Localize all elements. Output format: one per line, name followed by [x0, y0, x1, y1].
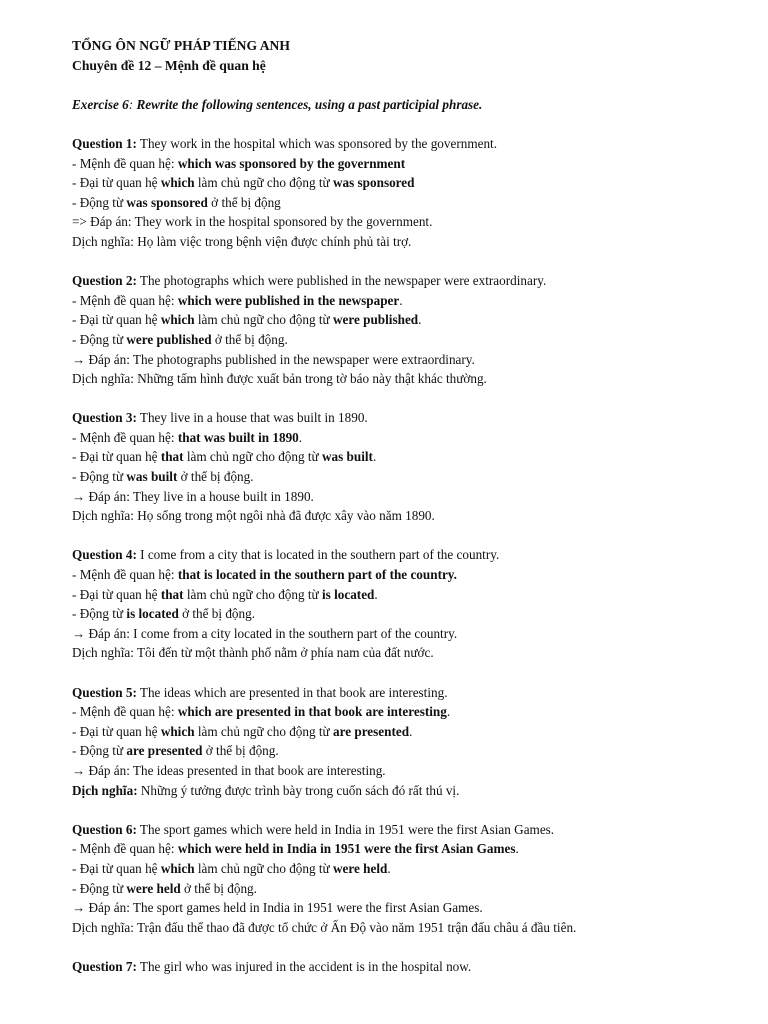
verb-line: - Động từ were published ở thể bị động. — [72, 331, 288, 347]
document-subtitle: Chuyên đề 12 – Mệnh đề quan hệ — [72, 57, 266, 73]
exercise-separator: : — [128, 96, 137, 112]
pronoun-line: - Đại từ quan hệ which làm chủ ngữ cho động từ were published. — [72, 312, 422, 328]
verb-line: - Động từ are presented ở thể bị động. — [72, 743, 279, 759]
question-block-5 — [72, 683, 732, 801]
clause-line: - Mệnh đề quan hệ: which were published in the newspaper. — [72, 292, 403, 308]
verb-line: - Động từ was sponsored ở thể bị động — [72, 194, 281, 210]
exercise-label: Exercise 6 — [72, 96, 129, 112]
answer-line: → Đáp án: I come from a city located in the southern part of the country. — [72, 625, 458, 641]
question-label: Question 4: — [72, 547, 137, 563]
question-block-1 — [72, 134, 732, 252]
question-block-7 — [72, 957, 732, 977]
pronoun-line: - Đại từ quan hệ which làm chủ ngữ cho động từ were held. — [72, 860, 391, 876]
question-label: Question 1: — [72, 135, 137, 151]
question-label: Question 6: — [72, 821, 137, 837]
question-sentence: Question 4: I come from a city that is located in the southern part of the country. — [72, 547, 500, 563]
question-sentence: Question 1: They work in the hospital which was sponsored by the government. — [72, 135, 497, 151]
verb-line: - Động từ is located ở thể bị động. — [72, 606, 255, 622]
pronoun-line: - Đại từ quan hệ that làm chủ ngữ cho động từ was built. — [72, 449, 377, 465]
clause-line: - Mệnh đề quan hệ: which was sponsored by the government — [72, 155, 406, 171]
question-sentence: Question 5: The ideas which are presented in that book are interesting. — [72, 684, 448, 700]
verb-line: - Động từ were held ở thể bị động. — [72, 880, 257, 896]
question-sentence: Question 3: They live in a house that was built in 1890. — [72, 410, 368, 426]
question-block-2 — [72, 271, 732, 389]
document-title: TỔNG ÔN NGỮ PHÁP TIẾNG ANH — [72, 38, 290, 53]
clause-line: - Mệnh đề quan hệ: that is located in the southern part of the country. — [72, 567, 457, 583]
translation-line: Dịch nghĩa: Họ sống trong một ngôi nhà đã được xây vào năm 1890. — [72, 508, 435, 524]
exercise-instruction — [72, 95, 732, 115]
question-label: Question 3: — [72, 410, 137, 426]
pronoun-line: - Đại từ quan hệ which làm chủ ngữ cho động từ are presented. — [72, 723, 413, 739]
translation-line: Dịch nghĩa: Những tấm hình được xuất bản trong tờ báo này thật khác thường. — [72, 371, 487, 387]
question-sentence: Question 7: The girl who was injured in the accident is in the hospital now. — [72, 958, 472, 974]
translation-line: Dịch nghĩa: Tôi đến từ một thành phố nằm ở phía nam của đất nước. — [72, 645, 434, 661]
answer-line: → Đáp án: The photographs published in the newspaper were extraordinary. — [72, 351, 475, 367]
pronoun-line: - Đại từ quan hệ that làm chủ ngữ cho động từ is located. — [72, 586, 378, 602]
translation-line: Dịch nghĩa: Họ làm việc trong bệnh viện được chính phủ tài trợ. — [72, 233, 412, 249]
pronoun-line: - Đại từ quan hệ which làm chủ ngữ cho động từ was sponsored — [72, 175, 415, 191]
question-label: Question 5: — [72, 684, 137, 700]
answer-line: => Đáp án: They work in the hospital sponsored by the government. — [72, 214, 433, 230]
document-page — [72, 36, 732, 996]
question-sentence: Question 6: The sport games which were held in India in 1951 were the first Asian Games. — [72, 821, 555, 837]
exercise-text: Rewrite the following sentences, using a past participial phrase. — [136, 96, 483, 112]
clause-line: - Mệnh đề quan hệ: that was built in 1890. — [72, 429, 303, 445]
clause-line: - Mệnh đề quan hệ: which were held in India in 1951 were the first Asian Games. — [72, 841, 519, 857]
clause-line: - Mệnh đề quan hệ: which are presented in that book are interesting. — [72, 704, 451, 720]
question-sentence: Question 2: The photographs which were published in the newspaper were extraordinary. — [72, 273, 547, 289]
answer-line: → Đáp án: They live in a house built in 1890. — [72, 488, 314, 504]
question-label: Question 7: — [72, 958, 137, 974]
translation-line: Dịch nghĩa: Trận đấu thể thao đã được tổ chức ở Ấn Độ vào năm 1951 trận đấu châu á đầu tiên. — [72, 919, 577, 935]
answer-line: → Đáp án: The ideas presented in that book are interesting. — [72, 762, 386, 778]
question-block-3 — [72, 408, 732, 526]
translation-line: Dịch nghĩa: Những ý tưởng được trình bày trong cuốn sách đó rất thú vị. — [72, 782, 460, 798]
question-block-4 — [72, 545, 732, 663]
question-label: Question 2: — [72, 273, 137, 289]
answer-line: → Đáp án: The sport games held in India in 1951 were the first Asian Games. — [72, 900, 483, 916]
verb-line: - Động từ was built ở thể bị động. — [72, 469, 254, 485]
question-block-6 — [72, 820, 732, 938]
